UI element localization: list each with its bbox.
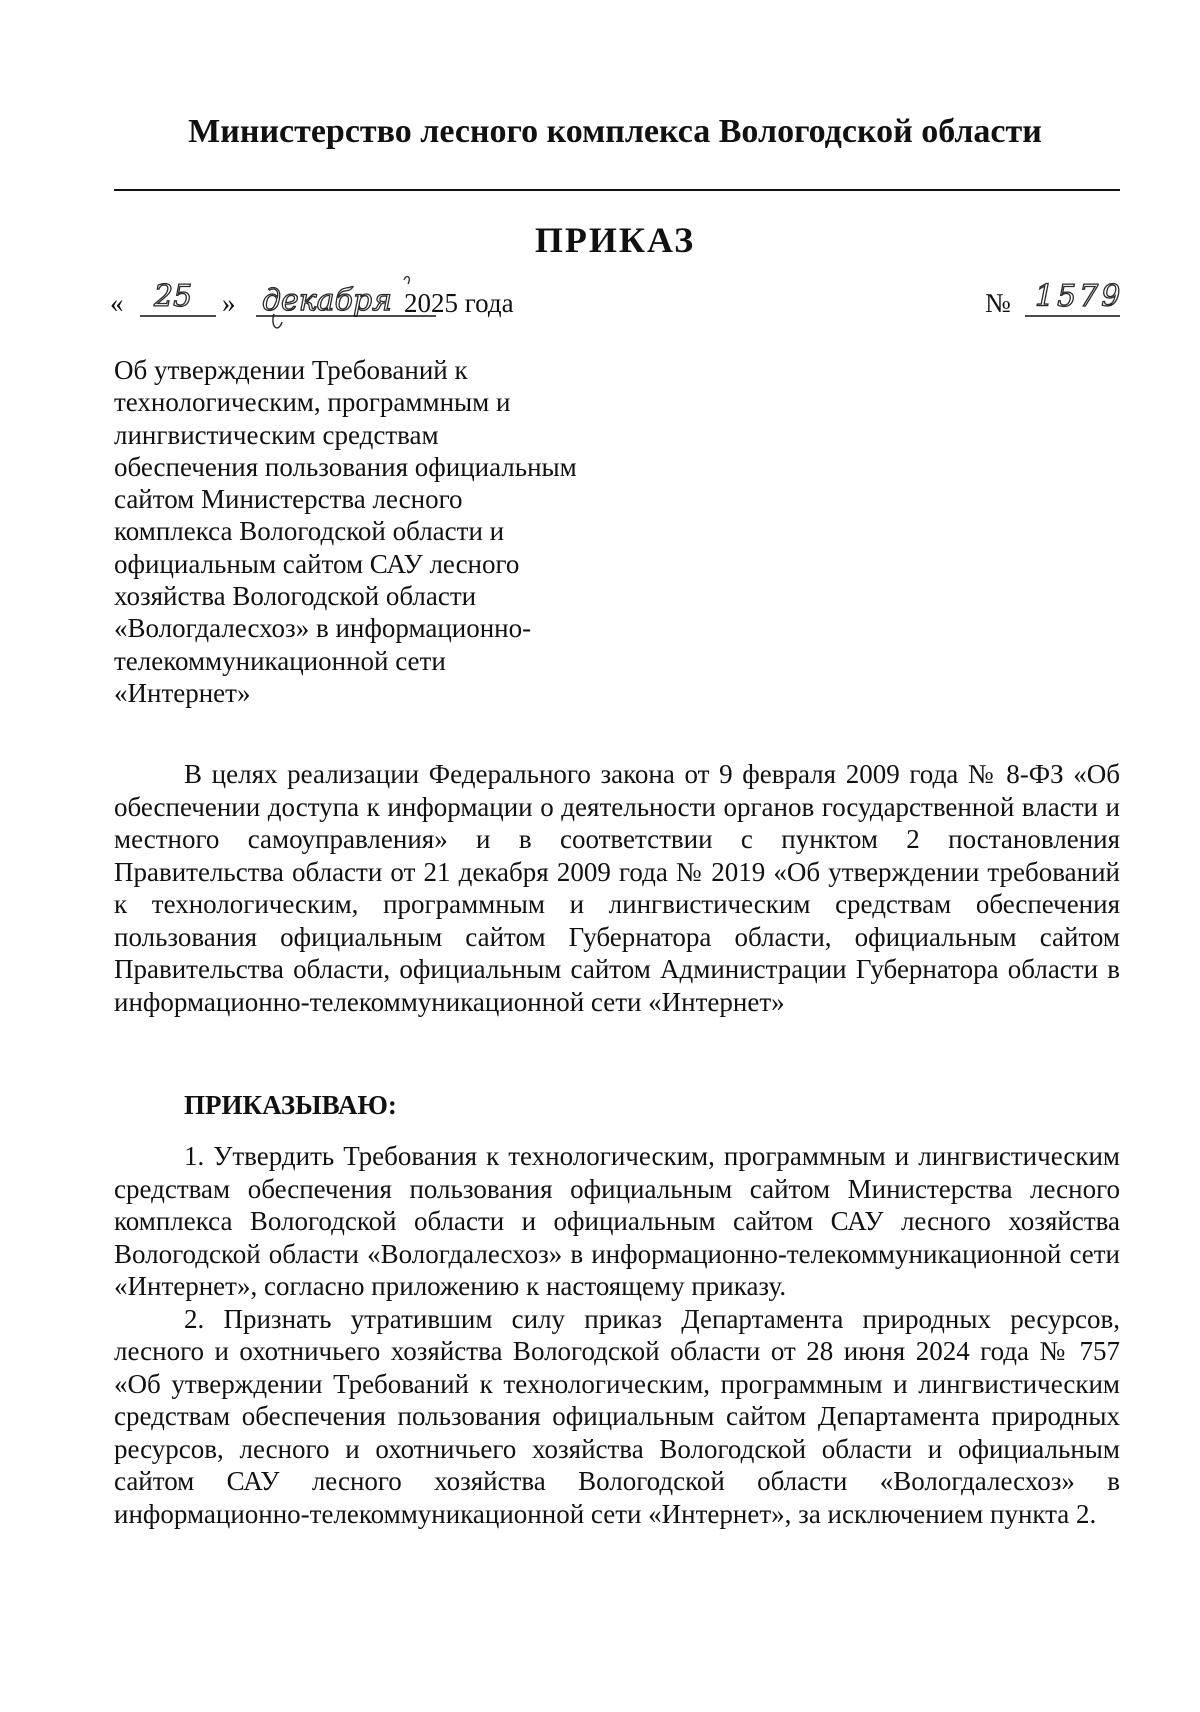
subject-line: «Интернет» [114,677,251,708]
subject-line: технологическим, программным и [114,387,511,418]
quote-open: « [110,288,124,318]
subject-line: обеспечения пользования официальным [114,451,577,482]
subject-line: «Вологдалесхоз» в информационно- [114,613,532,644]
order-item-1: 1. Утвердить Требования к технологическим, программным и лингвистическим средствам обеспечения пользования официальным сайтом Министерства лесного комплекса Вологодской области и официальным сайтом САУ лесного хозяйства Вологодской области «Вологдалесхоз» в информационно-телекоммуникационной сети «Интернет», согласно приложению к настоящему приказу. [114,1141,1120,1301]
document-title: ПРИКАЗ [534,220,696,260]
order-subject [114,354,634,709]
subject-line: комплекса Вологодской области и [114,516,505,547]
subject-line: лингвистическим средствам [114,419,439,450]
handwritten-day-text: 25 [154,282,193,314]
handwritten-month-text: декабря [262,283,392,318]
order-items [114,1140,1120,1530]
subject-line: сайтом Министерства лесного [114,484,463,515]
day-handwritten-field [140,282,216,322]
handwritten-number [1025,278,1120,324]
date-line [110,279,1120,342]
order-item-2: 2. Признать утратившим силу приказ Департамента природных ресурсов, лесного и охотничьего хозяйства Вологодской области от 28 июня 2024 года № 757 «Об утверждении Требований к технологическим, программным и лингвистическим средствам обеспечения пользования официальным сайтом Департамента природных ресурсов, лесного и охотничьего хозяйства Вологодской области и официальным сайтом САУ лесного хозяйства Вологодской области «Вологдалесхоз» в информационно-телекоммуникационной сети «Интернет», за исключением пункта 2. [114,1303,1120,1529]
quote-close: » [222,288,236,318]
subject-line: официальным сайтом САУ лесного [114,548,520,579]
ministry-name: Министерство лесного комплекса Вологодской области [188,113,1042,150]
subject-line: Об утверждении Требований к [114,355,468,385]
handwritten-day [140,282,216,322]
year-text: 2025 года [404,288,514,318]
preamble-paragraph: В целях реализации Федерального закона от 9 февраля 2009 года № 8-ФЗ «Об обеспечении доступа к информации о деятельности органов государственной власти и местного самоуправления» и в соответствии с пунктом 2 постановления Правительства области от 21 декабря 2009 года № 2019 «Об утверждении требований к технологическим, программным и лингвистическим средствам обеспечения пользования официальным сайтом Губернатора области, официальным сайтом Правительства области, официальным сайтом Администрации Губернатора области в информационно-телекоммуникационной сети «Интернет» [114,759,1120,1017]
preamble-section [114,758,1120,1018]
subject-line: телекоммуникационной сети [114,645,446,676]
number-sign: № [985,288,1011,318]
order-directive-heading: ПРИКАЗЫВАЮ: [184,1090,397,1120]
handwritten-number-text: 1579 [1035,279,1120,314]
subject-line: хозяйства Вологодской области [114,581,477,612]
number-handwritten-field [1025,278,1120,324]
header-rule [114,189,1120,191]
